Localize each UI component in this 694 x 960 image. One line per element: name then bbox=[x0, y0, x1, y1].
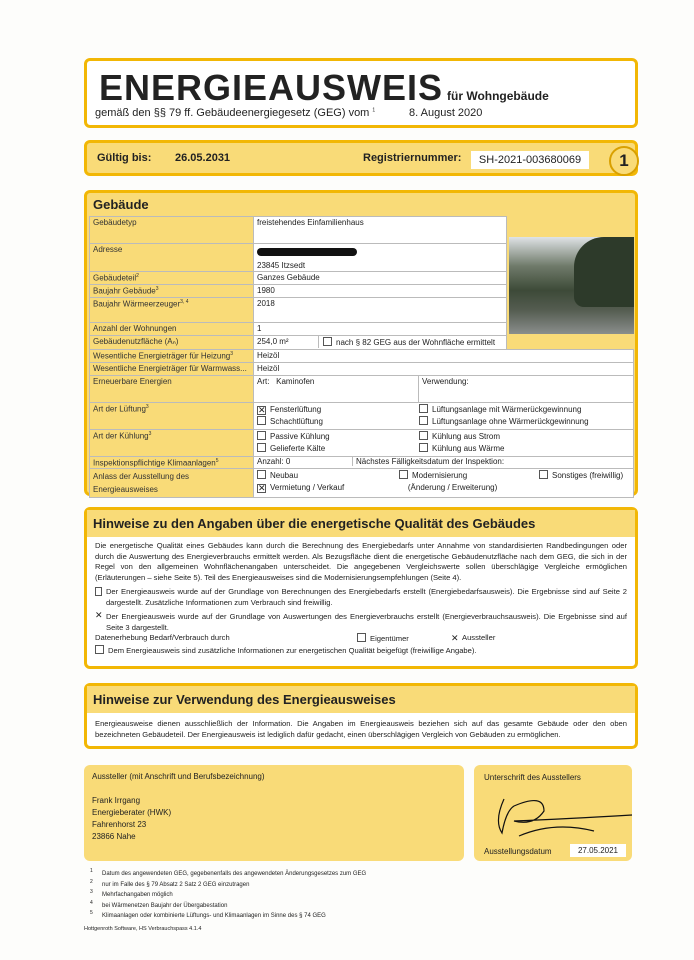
area-option[interactable] bbox=[319, 336, 499, 348]
validity-bar bbox=[84, 140, 638, 176]
checkbox[interactable] bbox=[357, 633, 366, 642]
address-label: Adresse bbox=[90, 244, 254, 272]
law-reference bbox=[95, 107, 375, 119]
checkbox-checked[interactable] bbox=[95, 612, 102, 619]
units-value: 1 bbox=[254, 322, 507, 335]
footnote bbox=[90, 879, 366, 890]
issuer-title: Energieberater (HWK) bbox=[92, 808, 172, 817]
footnote bbox=[90, 900, 366, 911]
demand-option: Der Energieausweis wurde auf der Grundlage von Berechnungen des Energiebedarfs erstellt (Energiebedarfsausweis). Die Ergebnisse sind auf Seite 2 dargestellt. Zusätzliche Informationen zum Verbrauch sind freiwillig. bbox=[105, 587, 627, 607]
renewable-label: Erneuerbare Energien bbox=[90, 375, 254, 402]
checkbox[interactable] bbox=[257, 431, 266, 440]
type-value: freistehendes Einfamilienhaus bbox=[254, 217, 507, 244]
footnote bbox=[90, 868, 366, 879]
footnote-ref: 2 bbox=[136, 273, 139, 279]
option-label: Modernisierung bbox=[412, 471, 468, 481]
footnote-number: 1 bbox=[90, 868, 93, 874]
option-label: Gelieferte Kälte bbox=[270, 443, 326, 453]
footnote bbox=[90, 910, 366, 921]
footnote-text: nur im Falle des § 79 Absatz 2 Satz 2 GEG einzutragen bbox=[102, 881, 250, 888]
checkbox[interactable] bbox=[257, 470, 266, 479]
area-option-label: nach § 82 GEG aus der Wohnfläche ermittelt bbox=[336, 337, 496, 347]
checkbox-checked[interactable] bbox=[257, 406, 266, 415]
water-label: Wesentliche Energieträger für Warmwass... bbox=[90, 362, 254, 375]
checkbox[interactable] bbox=[323, 337, 332, 346]
quality-notes-intro: Die energetische Qualität eines Gebäudes kann durch die Berechnung des Energiebedarfs unter Annahme von standardisierten Randbedingungen oder durch die Auswertung des Energieverbrauchs ermittelt werden. Als Bezugsfläche dient die energetische Gebäudenutzfläche nach dem GEG, die sich in der Regel von den allgemeinen Wohnflächenangaben unterscheidet. Die angegebenen Vergleichswerte sollen überschlägige Vergleiche ermöglichen (Erläuterungen – siehe Seite 5). Teil des Energieausweises sind die Modernisierungsempfehlungen (Seite 4). bbox=[95, 541, 627, 582]
option-label: Neubau bbox=[270, 471, 299, 481]
checkbox[interactable] bbox=[257, 443, 266, 452]
issuer-city: 23866 Nahe bbox=[92, 832, 136, 841]
option-label: Schachtlüftung bbox=[270, 416, 323, 426]
checkbox[interactable] bbox=[419, 416, 428, 425]
ac-count: Anzahl: 0 bbox=[254, 457, 353, 466]
renewable-type-label: Art: bbox=[257, 376, 270, 386]
checkbox[interactable] bbox=[419, 431, 428, 440]
footnote-text: Klimaanlagen oder kombinierte Lüftungs- und Klimaanlagen im Sinne des § 74 GEG bbox=[102, 913, 326, 919]
option-label: Vermietung / Verkauf bbox=[270, 483, 345, 493]
checkbox[interactable] bbox=[257, 416, 266, 425]
cooling-label: Art der Kühlung bbox=[93, 431, 149, 441]
option-label: Sonstiges (freiwillig) bbox=[552, 471, 624, 481]
footnote-ref: 5 bbox=[215, 457, 219, 464]
registration-label: Registriernummer: bbox=[363, 152, 462, 164]
footnotes bbox=[90, 868, 366, 921]
building-photo bbox=[509, 237, 634, 334]
footnote-ref: 3 bbox=[148, 430, 152, 437]
area-value: 254,0 m² bbox=[254, 336, 319, 348]
type-label: Gebäudetyp bbox=[90, 217, 254, 244]
page-number: 1 bbox=[609, 146, 639, 176]
issuer-label: Aussteller (mit Anschrift und Berufsbezeichnung) bbox=[92, 772, 265, 781]
issuer-box bbox=[84, 765, 464, 861]
building-section bbox=[84, 190, 638, 496]
footnote-ref: 3, 4 bbox=[180, 298, 189, 305]
software-credit: Hottgenroth Software, HS Verbrauchspass 4.1.4 bbox=[84, 926, 202, 932]
usage-text: Energieausweise dienen ausschließlich der Information. Die Angaben im Energieausweis beziehen sich auf das gesamte Gebäude oder den oben bezeichneten Gebäudeteil. Der Energieausweis ist lediglich dafür gedacht, einen überschlägigen Vergleich von Gebäuden zu ermöglichen. bbox=[95, 719, 627, 739]
option-label: Lüftungsanlage ohne Wärmerückgewinnung bbox=[432, 416, 589, 426]
renewable-type-value: Kaminofen bbox=[276, 376, 315, 386]
building-table bbox=[89, 216, 634, 498]
option-label: (Änderung / Erweiterung) bbox=[407, 483, 498, 493]
building-heading: Gebäude bbox=[93, 197, 149, 212]
usage-notes-section bbox=[84, 683, 638, 749]
issuer-option: Aussteller bbox=[462, 633, 496, 642]
issue-date-label: Ausstellungsdatum bbox=[484, 847, 552, 856]
checkbox-checked[interactable] bbox=[257, 484, 266, 493]
option-label: Kühlung aus Strom bbox=[432, 431, 501, 441]
footnote-ref: 3 bbox=[155, 286, 159, 292]
consumption-option: Der Energieausweis wurde auf der Grundlage von Auswertungen des Energieverbrauchs erstellt (Energieverbrauchsausweis). Die Ergebnisse sind auf Seite 3 dargestellt. bbox=[106, 612, 627, 632]
heating-value: Heizöl bbox=[254, 349, 634, 362]
checkbox[interactable] bbox=[419, 443, 428, 452]
signature-label: Unterschrift des Ausstellers bbox=[484, 773, 581, 782]
heating-label: Wesentliche Energieträger für Heizung bbox=[93, 351, 231, 361]
footnote-number: 2 bbox=[90, 878, 93, 885]
footnote-text: Datum des angewendeten GEG, gegebenenfalls des angewendeten Änderungsgesetzes zum GEG bbox=[102, 871, 367, 877]
law-text: gemäß den §§ 79 ff. Gebäudeenergiegesetz (GEG) vom bbox=[95, 107, 370, 119]
owner-option: Eigentümer bbox=[370, 634, 409, 643]
checkbox[interactable] bbox=[95, 587, 102, 596]
checkbox[interactable] bbox=[539, 470, 548, 479]
data-collection-label: Datenerhebung Bedarf/Verbrauch durch bbox=[95, 633, 230, 642]
valid-until-label: Gültig bis: bbox=[97, 152, 152, 164]
checkbox[interactable] bbox=[95, 645, 104, 654]
footnote-text: Mehrfachangaben möglich bbox=[102, 892, 173, 898]
valid-until-date: 26.05.2031 bbox=[175, 152, 231, 164]
signature-box bbox=[474, 765, 632, 861]
renewable-use-label: Verwendung: bbox=[422, 376, 469, 386]
footnote-number: 3 bbox=[90, 889, 93, 895]
issuer-name: Frank Irrgang bbox=[92, 796, 141, 805]
checkbox[interactable] bbox=[419, 404, 428, 413]
footnote-text: bei Wärmenetzen Baujahr der Übergabestation bbox=[102, 902, 228, 909]
area-label: Gebäudenutzfläche (Aₙ) bbox=[90, 335, 254, 349]
footnote-ref: 1 bbox=[372, 107, 376, 114]
quality-notes-section bbox=[84, 507, 638, 669]
ventilation-label: Art der Lüftung bbox=[93, 404, 146, 414]
certificate-title: ENERGIEAUSWEIS bbox=[99, 67, 444, 108]
water-value: Heizöl bbox=[254, 362, 634, 375]
certificate-header bbox=[84, 58, 638, 128]
issuer-street: Fahrenhorst 23 bbox=[92, 820, 147, 829]
part-label: Gebäudeteil bbox=[93, 273, 137, 283]
reason-label: Anlass der Ausstellung des Energieausweises bbox=[90, 469, 254, 498]
law-date: 8. August 2020 bbox=[409, 107, 483, 119]
issue-date: 27.05.2021 bbox=[570, 844, 626, 857]
usage-heading: Hinweise zur Verwendung des Energieausweises bbox=[87, 686, 635, 713]
option-label: Lüftungsanlage mit Wärmerückgewinnung bbox=[432, 404, 582, 414]
option-label: Kühlung aus Wärme bbox=[432, 443, 505, 453]
heater-year-label: Baujahr Wärmeerzeuger bbox=[93, 299, 181, 309]
ac-label: Inspektionspflichtige Klimaanlagen bbox=[93, 458, 216, 468]
units-label: Anzahl der Wohnungen bbox=[90, 322, 254, 335]
footnote-ref: 3 bbox=[145, 403, 149, 410]
option-label: Passive Kühlung bbox=[270, 431, 330, 441]
part-value: Ganzes Gebäude bbox=[254, 272, 507, 285]
quality-notes-heading: Hinweise zu den Angaben über die energetische Qualität des Gebäudes bbox=[87, 510, 635, 537]
address-value: 23845 Itzsedt bbox=[257, 261, 306, 270]
year-label: Baujahr Gebäude bbox=[93, 286, 156, 296]
footnote-ref: 3 bbox=[230, 350, 234, 357]
additional-info-option: Dem Energieausweis sind zusätzliche Informationen zur energetischen Qualität beigefügt (freiwillige Angabe). bbox=[108, 645, 477, 655]
footnote bbox=[90, 889, 366, 900]
registration-number: SH-2021-003680069 bbox=[471, 151, 589, 169]
signature-image bbox=[484, 791, 634, 841]
year-value: 1980 bbox=[254, 285, 507, 298]
checkbox[interactable] bbox=[399, 470, 408, 479]
heater-year-value: 2018 bbox=[254, 297, 507, 322]
certificate-subtitle: für Wohngebäude bbox=[447, 89, 549, 103]
checkbox-checked[interactable] bbox=[451, 635, 458, 642]
footnote-number: 4 bbox=[90, 899, 93, 906]
ac-next-inspection: Nächstes Fälligkeitsdatum der Inspektion: bbox=[356, 456, 505, 466]
footnote-number: 5 bbox=[90, 910, 93, 916]
photo-cell bbox=[507, 217, 634, 350]
option-label: Fensterlüftung bbox=[270, 404, 322, 414]
redacted-street bbox=[257, 248, 357, 256]
